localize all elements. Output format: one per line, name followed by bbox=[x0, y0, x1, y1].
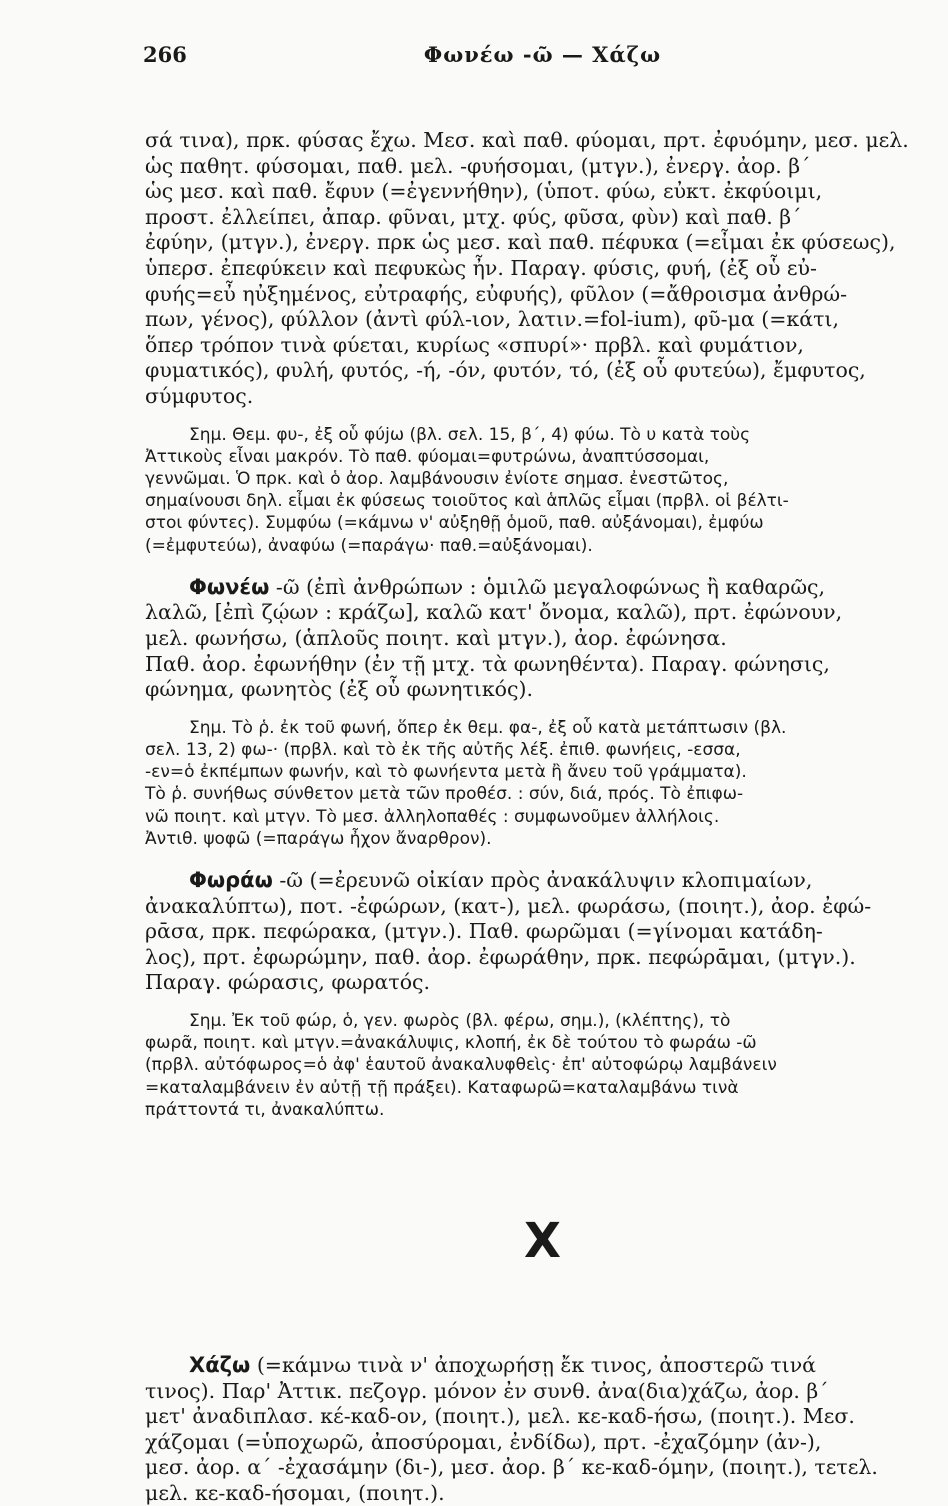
text-line: λαλῶ, [ἐπὶ ζῴων : κράζω], καλῶ κατ' ὄνομα, καλῶ), πρτ. ἐφώνουν, bbox=[145, 600, 843, 625]
text-line: (=κάμνω τινὰ ν' ἀποχωρήσῃ ἔκ τινος, ἀποστερῶ τινά bbox=[256, 1352, 817, 1377]
note-line: -εν=ὁ ἐκπέμπων φωνήν, καὶ τὸ φωνήεντα μετὰ ἢ ἄνευ τοῦ γράμματα). bbox=[145, 762, 747, 783]
text-line: ἀνακαλύπτω), ποτ. -ἐφώρων, (κατ-), μελ. φωράσω, (ποιητ.), ἀορ. ἐφώ- bbox=[145, 893, 872, 918]
note-line: (=ἐμφυτεύω), ἀναφύω (=παράγω· παθ.=αὐξάνομαι). bbox=[145, 535, 593, 556]
note-line: φωρᾶ, ποιητ. καὶ μτγν.=ἀνακάλυψις, κλοπή, ἐκ δὲ τούτου τὸ φωράω -ῶ bbox=[145, 1033, 757, 1054]
text-line: ὅπερ τρόπον τινὰ φύεται, κυρίως «σπυρί»· πρβλ. καὶ φυμάτιον, bbox=[145, 332, 804, 357]
text-line: σύμφυτος. bbox=[145, 383, 254, 408]
text-line: μελ. φωνήσω, (ἁπλοῦς ποιητ. καὶ μτγν.), ἀορ. ἐφώνησα. bbox=[145, 625, 727, 650]
text-line: -ῶ (ἐπὶ ἀνθρώπων : ὁμιλῶ μεγαλοφώνως ἢ καθαρῶς, bbox=[275, 574, 826, 599]
text-line: χάζομαι (=ὑποχωρῶ, ἀποσύρομαι, ἐνδίδω), πρτ. -ἐχαζόμην (ἀν-), bbox=[145, 1429, 822, 1454]
note-line: στοι φύντες). Συμφύω (=κάμνω ν' αὐξηθῇ ὁμοῦ, παθ. αὐξάνομαι), ἐμφύω bbox=[145, 513, 764, 534]
note-line: νῶ ποιητ. καὶ μτγν. Τὸ μεσ. ἀλληλοπαθές : συμφωνοῦμεν ἀλλήλοις. bbox=[145, 806, 720, 827]
lemma-phoneo: Φωνέω bbox=[189, 574, 270, 599]
note-line: Σημ. Τὸ ῥ. ἐκ τοῦ φωνή, ὅπερ ἐκ θεμ. φα-, ἐξ οὗ κατὰ μετάπτωσιν (βλ. bbox=[189, 717, 787, 738]
note-line: Ἀττικοὺς εἶναι μακρόν. Τὸ παθ. φύομαι=φυτρώνω, ἀναπτύσσομαι, bbox=[145, 446, 710, 467]
text-line: φώνημα, φωνητὸς (ἐξ οὗ φωνητικός). bbox=[145, 677, 533, 702]
text-line: ὡς παθητ. φύσομαι, παθ. μελ. -φυήσομαι, (μτγν.), ἐνεργ. ἀορ. β΄ bbox=[145, 153, 811, 178]
entry-chazo bbox=[145, 1353, 940, 1506]
text-line: ἐφύην, (μτγν.), ἐνεργ. πρκ ὡς μεσ. καὶ παθ. πέφυκα (=εἶμαι ἐκ φύσεως), bbox=[145, 230, 896, 255]
note-line: Ἀντιθ. ψοφῶ (=παράγω ἦχον ἄναρθρον). bbox=[145, 828, 492, 849]
note-line: Σημ. Θεμ. φυ-, ἐξ οὗ φύjω (βλ. σελ. 15, β΄, 4) φύω. Τὸ υ κατὰ τοὺς bbox=[189, 424, 751, 445]
text-line: Παραγ. φώρασις, φωρατός. bbox=[145, 970, 431, 995]
note-line: σημαίνουσι δηλ. εἶμαι ἐκ φύσεως τοιοῦτος καὶ ἁπλῶς εἶμαι (πρβλ. οἱ βέλτι- bbox=[145, 491, 789, 512]
text-line: πων, γένος), φύλλον (ἀντὶ φύλ-ιον, λατιν.=fol-ium), φῦ-μα (=κάτι, bbox=[145, 307, 839, 332]
text-line: Παθ. ἀορ. ἐφωνήθην (ἐν τῇ μτχ. τὰ φωνηθέντα). Παραγ. φώνησις, bbox=[145, 651, 830, 676]
note-line: =καταλαμβάνειν ἐν αὐτῇ τῇ πράξει). Καταφωρῶ=καταλαμβάνω τινὰ bbox=[145, 1077, 739, 1098]
dictionary-page bbox=[145, 38, 940, 1506]
text-line: λος), πρτ. ἐφωρώμην, παθ. ἀορ. ἐφωράθην, πρκ. πεφώρᾱμαι, (μτγν.). bbox=[145, 944, 856, 969]
section-letter: X bbox=[523, 1212, 561, 1269]
text-line: τινος). Παρ' Ἀττικ. πεζογρ. μόνον ἐν συνθ. ἀνα(δια)χάζω, ἀορ. β΄ bbox=[145, 1378, 829, 1403]
note-line: γεννῶμαι. Ὁ πρκ. καὶ ὁ ἀορ. λαμβάνουσιν ἐνίοτε σημασ. ἐνεστῶτος, bbox=[145, 468, 729, 489]
page-body bbox=[145, 128, 940, 1506]
entry-phorao bbox=[145, 868, 940, 996]
note-line: Τὸ ῥ. συνήθως σύνθετον μετὰ τῶν προθέσ. : σύν, διά, πρός. Τὸ ἐπιφω- bbox=[145, 784, 744, 805]
note-line: (πρβλ. αὐτόφωρος=ὁ ἀφ' ἑαυτοῦ ἀνακαλυφθεὶς· ἐπ' αὐτοφώρῳ λαμβάνειν bbox=[145, 1055, 777, 1076]
text-line: φυματικός), φυλή, φυτός, -ή, -όν, φυτόν, τό, (ἐξ οὗ φυτεύω), ἔμφυτος, bbox=[145, 358, 866, 383]
text-line: -ῶ (=ἐρευνῶ οἰκίαν πρὸς ἀνακάλυψιν κλοπιμαίων, bbox=[279, 867, 813, 892]
page-number: 266 bbox=[143, 42, 187, 67]
note-line: σελ. 13, 2) φω-· (πρβλ. καὶ τὸ ἐκ τῆς αὐτῆς λέξ. ἐπιθ. φωνήεις, -εσσα, bbox=[145, 739, 741, 760]
text-line: φυής=εὖ ηὐξημένος, εὐτραφής, εὐφυής), φῦλον (=ἄθροισμα ἀνθρώ- bbox=[145, 281, 848, 306]
text-line: μελ. κε-καδ-ήσομαι, (ποιητ.). bbox=[145, 1480, 445, 1505]
page-header bbox=[145, 38, 940, 74]
entry-phoneo bbox=[145, 575, 940, 703]
text-line: σά τινα), πρκ. φύσας ἔχω. Μεσ. καὶ παθ. φύομαι, πρτ. ἐφυόμην, μεσ. μελ. bbox=[145, 128, 909, 152]
lemma-phorao: Φωράω bbox=[189, 867, 273, 892]
running-title: Φωνέω -ῶ — Χάζω bbox=[423, 42, 662, 67]
text-line: ὡς μεσ. καὶ παθ. ἔφυν (=ἐγεννήθην), (ὑποτ. φύω, εὐκτ. ἐκφύοιμι, bbox=[145, 179, 823, 204]
note-phoneo bbox=[145, 717, 940, 850]
note-phorao bbox=[145, 1010, 940, 1121]
text-line: προστ. ἐλλείπει, ἀπαρ. φῦναι, μτχ. φύς, φῦσα, φὺν) καὶ παθ. β΄ bbox=[145, 204, 802, 229]
text-line: μετ' ἀναδιπλασ. κέ-καδ-ον, (ποιητ.), μελ. κε-καδ-ήσω, (ποιητ.). Μεσ. bbox=[145, 1404, 855, 1429]
text-line: ρᾱσα, πρκ. πεφώρακα, (μτγν.). Παθ. φωρῶμαι (=γίνομαι κατάδη- bbox=[145, 919, 823, 944]
note-line: Σημ. Ἐκ τοῦ φώρ, ὁ, γεν. φωρὸς (βλ. φέρω, σημ.), (κλέπτης), τὸ bbox=[189, 1010, 731, 1031]
text-line: μεσ. ἀορ. α΄ -ἐχασάμην (δι-), μεσ. ἀορ. β΄ κε-καδ-όμην, (ποιητ.), τετελ. bbox=[145, 1455, 878, 1480]
note-line: πράττοντά τι, ἀνακαλύπτω. bbox=[145, 1099, 385, 1120]
lemma-chazo: Χάζω bbox=[189, 1352, 251, 1377]
note-phyo bbox=[145, 424, 940, 557]
entry-continuation bbox=[145, 128, 940, 410]
text-line: ὑπερσ. ἐπεφύκειν καὶ πεφυκὼς ἦν. Παραγ. φύσις, φυή, (ἐξ οὗ εὐ- bbox=[145, 255, 817, 280]
